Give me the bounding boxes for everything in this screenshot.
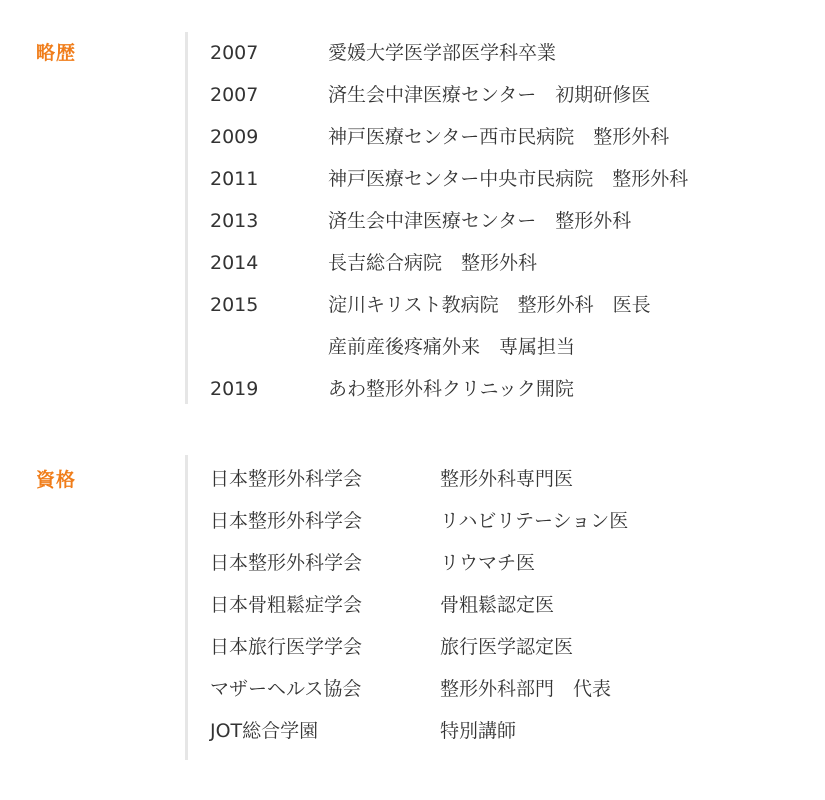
qualification-org: 日本整形外科学会	[210, 552, 363, 574]
qualifications-divider	[185, 455, 188, 760]
history-year: 2007	[210, 42, 259, 64]
qualification-title: 整形外科専門医	[440, 468, 574, 490]
history-text: 長吉総合病院 整形外科	[328, 252, 538, 274]
qualifications-heading: 資格	[36, 469, 77, 491]
qualification-org: JOT総合学園	[210, 720, 319, 742]
qualification-title: リハビリテーション医	[440, 510, 629, 532]
history-text: 神戸医療センター西市民病院 整形外科	[328, 126, 670, 148]
history-year: 2013	[210, 210, 259, 232]
history-year: 2014	[210, 252, 259, 274]
qualification-title: 旅行医学認定医	[440, 636, 574, 658]
qualification-org: マザーヘルス協会	[210, 678, 362, 700]
history-year: 2019	[210, 378, 259, 400]
history-year: 2009	[210, 126, 259, 148]
history-text: 済生会中津医療センター 初期研修医	[328, 84, 651, 106]
history-year: 2015	[210, 294, 259, 316]
history-year: 2007	[210, 84, 259, 106]
history-text: 済生会中津医療センター 整形外科	[328, 210, 632, 232]
history-text: 愛媛大学医学部医学科卒業	[328, 42, 557, 64]
history-text: あわ整形外科クリニック開院	[328, 378, 574, 400]
qualification-title: 整形外科部門 代表	[440, 678, 612, 700]
qualification-org: 日本旅行医学学会	[210, 636, 363, 658]
history-divider	[185, 32, 188, 404]
qualification-org: 日本整形外科学会	[210, 468, 363, 490]
qualification-title: 骨粗鬆認定医	[440, 594, 555, 616]
history-text: 神戸医療センター中央市民病院 整形外科	[328, 168, 689, 190]
qualification-org: 日本骨粗鬆症学会	[210, 594, 363, 616]
qualification-title: リウマチ医	[440, 552, 536, 574]
history-text: 淀川キリスト教病院 整形外科 医長	[328, 294, 651, 316]
history-year: 2011	[210, 168, 259, 190]
history-text: 産前産後疼痛外来 専属担当	[328, 336, 576, 358]
history-heading: 略歴	[36, 42, 77, 64]
qualification-title: 特別講師	[440, 720, 517, 742]
qualification-org: 日本整形外科学会	[210, 510, 363, 532]
